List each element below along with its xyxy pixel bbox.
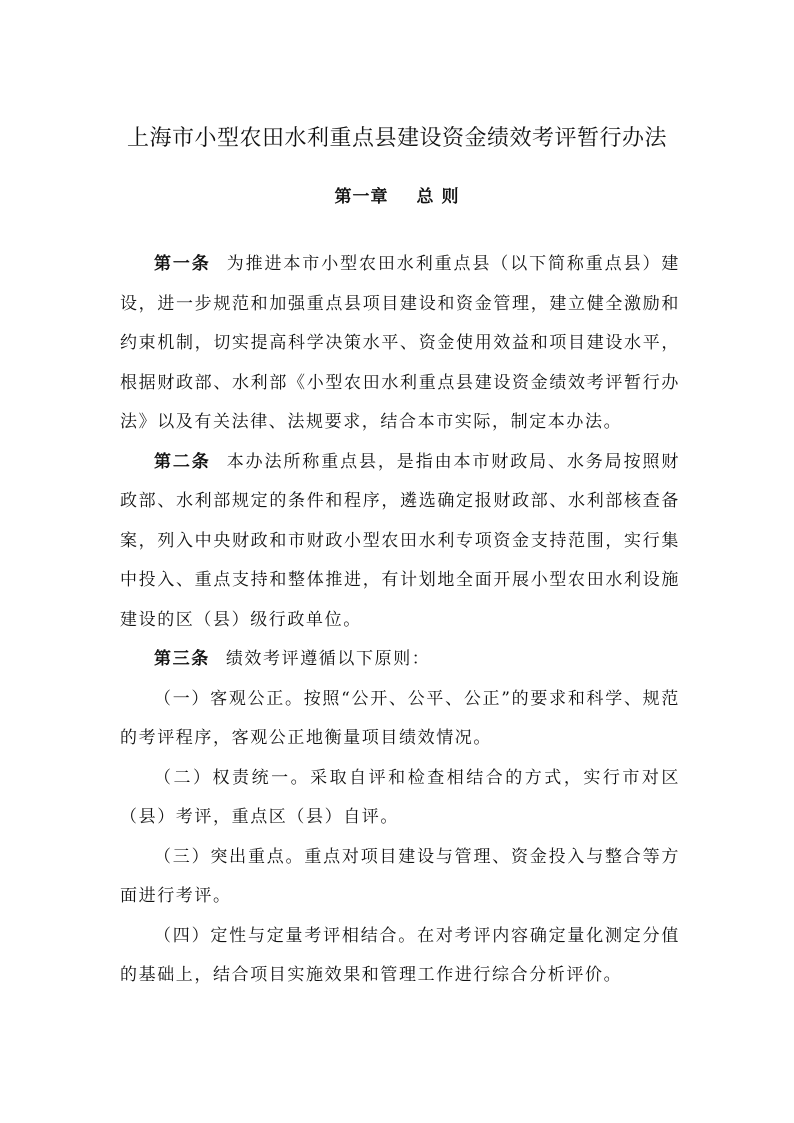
list-paragraph [120,838,680,917]
paragraph-text: （二）权责统一。采取自评和检查相结合的方式，实行市对区（县）考评，重点区（县）自评。 [120,767,680,827]
paragraph-text: （一）客观公正。按照“公开、公平、公正”的要求和科学、规范的考评程序，客观公正地衡量项目绩效情况。 [120,688,680,748]
paragraph-text: 为推进本市小型农田水利重点县（以下简称重点县）建设，进一步规范和加强重点县项目建设和资金管理，建立健全激励和约束机制，切实提高科学决策水平、资金使用效益和项目建设水平，根据财政部、水利部《小型农田水利重点县建设资金绩效考评暂行办法》以及有关法律、法规要求，结合本市实际，制定本办法。 [120,254,680,432]
document-title: 上海市小型农田水利重点县建设资金绩效考评暂行办法 [126,126,667,151]
paragraph-text: 本办法所称重点县，是指由本市财政局、水务局按照财政部、水利部规定的条件和程序，遴选确定报财政部、水利部核查备案，列入中央财政和市财政小型农田水利专项资金支持范围，实行集中投入、重点支持和整体推进，有计划地全面开展小型农田水利设施建设的区（县）级行政单位。 [120,451,680,630]
chapter-number: 第一章 [334,187,389,207]
list-paragraph [120,917,680,996]
document-body [120,245,680,996]
list-paragraph [120,680,680,759]
article-paragraph [120,443,680,641]
article-paragraph [120,640,680,680]
list-paragraph [120,759,680,838]
paragraph-text: （四）定性与定量考评相结合。在对考评内容确定量化测定分值的基础上，结合项目实施效果和管理工作进行综合分析评价。 [120,925,680,985]
paragraph-text: 绩效考评遵循以下原则： [225,649,431,669]
article-label: 第二条 [154,451,211,472]
chapter-name: 总 则 [416,187,460,207]
paragraph-text: （三）突出重点。重点对项目建设与管理、资金投入与整合等方面进行考评。 [120,846,680,906]
chapter-heading [0,184,794,210]
article-label: 第一条 [154,254,211,274]
article-label: 第三条 [154,649,210,669]
article-paragraph [120,245,680,443]
